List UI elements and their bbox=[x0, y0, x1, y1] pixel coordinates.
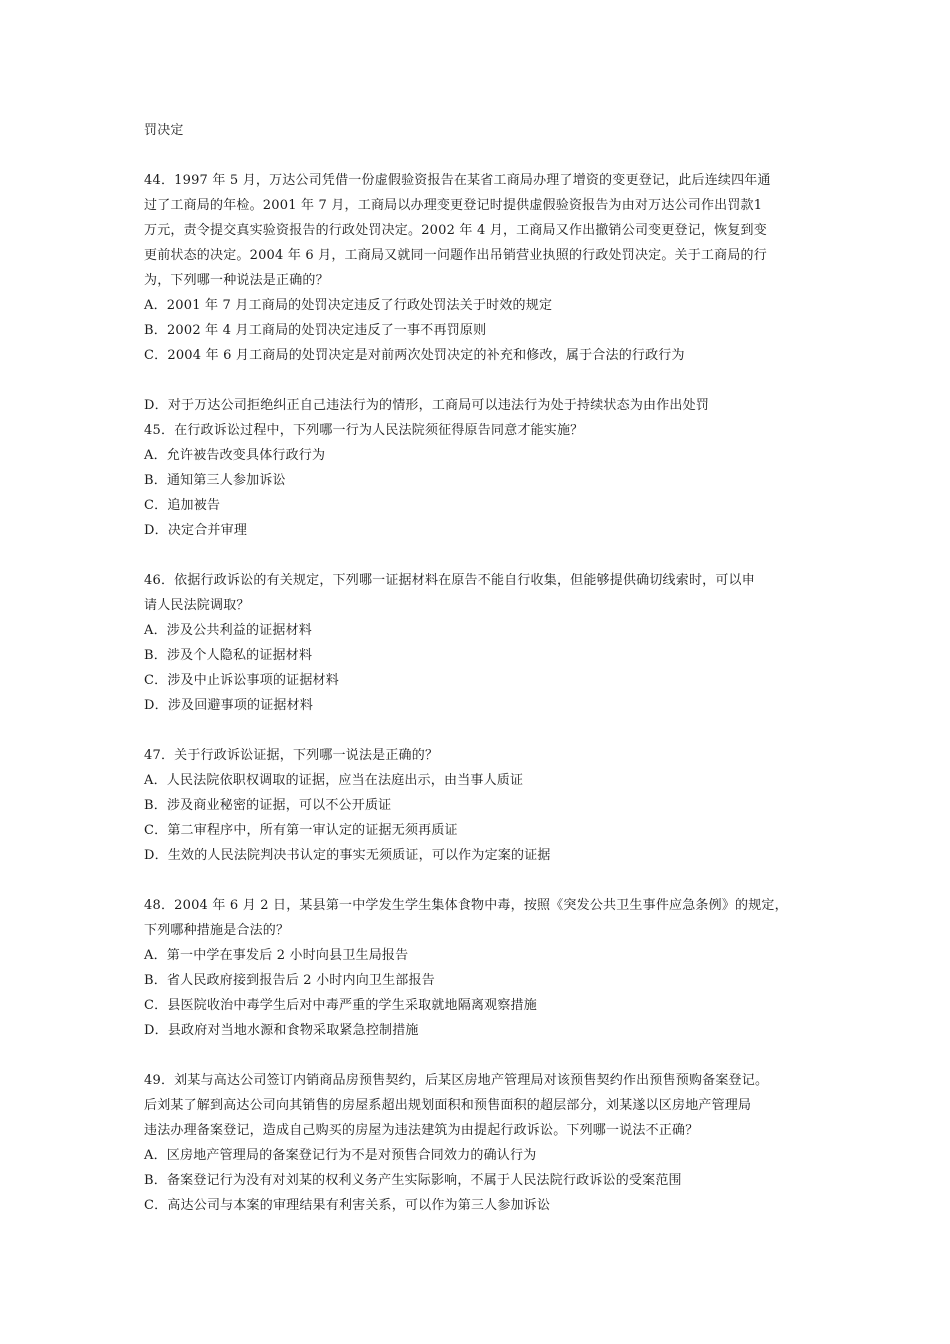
option-b: B．通知第三人参加诉讼 bbox=[144, 473, 286, 488]
option-c: C．涉及中止诉讼事项的证据材料 bbox=[144, 673, 339, 688]
question-stem-line: 违法办理备案登记，造成自己购买的房屋为违法建筑为由提起行政诉讼。下列哪一说法不正确？ bbox=[144, 1123, 699, 1138]
question-stem-line: 47．关于行政诉讼证据，下列哪一说法是正确的？ bbox=[144, 748, 439, 763]
option-a: A．区房地产管理局的备案登记行为不是对预售合同效力的确认行为 bbox=[144, 1148, 537, 1163]
option-d: D．县政府对当地水源和食物采取紧急控制措施 bbox=[144, 1023, 419, 1038]
question-stem-line: 49．刘某与高达公司签订内销商品房预售契约，后某区房地产管理局对该预售契约作出预售预购备案登记。 bbox=[144, 1073, 769, 1088]
paragraph-gap bbox=[144, 543, 816, 568]
option-a: A．第一中学在事发后 2 小时向县卫生局报告 bbox=[144, 948, 409, 963]
question-stem-line: 请人民法院调取？ bbox=[144, 598, 250, 613]
question-stem-line: 48．2004 年 6 月 2 日，某县第一中学发生学生集体食物中毒，按照《突发公共卫生事件应急条例》的规定， bbox=[144, 898, 788, 913]
question-49 bbox=[144, 1068, 816, 1218]
question-stem-line: 过了工商局的年检。2001 年 7 月，工商局以办理变更登记时提供虚假验资报告为由对万达公司作出罚款1 bbox=[144, 198, 763, 213]
paragraph-gap bbox=[144, 718, 816, 743]
option-d: D．决定合并审理 bbox=[144, 523, 248, 538]
question-stem-line: 下列哪种措施是合法的？ bbox=[144, 923, 290, 938]
question-44 bbox=[144, 168, 816, 418]
document-body bbox=[144, 118, 816, 1218]
carryover-fragment: 罚决定 bbox=[144, 123, 184, 138]
option-a: A．人民法院依职权调取的证据，应当在法庭出示，由当事人质证 bbox=[144, 773, 524, 788]
question-48 bbox=[144, 893, 816, 1043]
option-c: C．追加被告 bbox=[144, 498, 221, 513]
option-b: B．备案登记行为没有对刘某的权利义务产生实际影响，不属于人民法院行政诉讼的受案范围 bbox=[144, 1173, 682, 1188]
paragraph-gap bbox=[144, 868, 816, 893]
option-c: C．第二审程序中，所有第一审认定的证据无须再质证 bbox=[144, 823, 458, 838]
question-stem-line: 更前状态的决定。2004 年 6 月，工商局又就同一问题作出吊销营业执照的行政处罚决定。关于工商局的行 bbox=[144, 248, 767, 263]
question-stem-line: 后刘某了解到高达公司向其销售的房屋系超出规划面积和预售面积的超层部分，刘某遂以区房地产管理局 bbox=[144, 1098, 752, 1113]
option-b: B．涉及商业秘密的证据，可以不公开质证 bbox=[144, 798, 392, 813]
option-a: A．2001 年 7 月工商局的处罚决定违反了行政处罚法关于时效的规定 bbox=[144, 298, 553, 313]
option-a: A．涉及公共利益的证据材料 bbox=[144, 623, 312, 638]
option-a: A．允许被告改变具体行政行为 bbox=[144, 448, 326, 463]
question-47 bbox=[144, 743, 816, 868]
option-d: D．对于万达公司拒绝纠正自己违法行为的情形，工商局可以违法行为处于持续状态为由作出处罚 bbox=[144, 398, 710, 413]
question-stem-line: 44．1997 年 5 月，万达公司凭借一份虚假验资报告在某省工商局办理了增资的变更登记，此后连续四年通 bbox=[144, 173, 771, 188]
question-stem-line: 为，下列哪一种说法是正确的？ bbox=[144, 273, 329, 288]
option-b: B．涉及个人隐私的证据材料 bbox=[144, 648, 313, 663]
option-c: C．县医院收治中毒学生后对中毒严重的学生采取就地隔离观察措施 bbox=[144, 998, 537, 1013]
question-stem-line: 46．依据行政诉讼的有关规定，下列哪一证据材料在原告不能自行收集，但能够提供确切线索时，可以申 bbox=[144, 573, 755, 588]
question-46 bbox=[144, 568, 816, 718]
option-d: D．涉及回避事项的证据材料 bbox=[144, 698, 314, 713]
paragraph-gap bbox=[144, 143, 816, 168]
question-45 bbox=[144, 418, 816, 543]
question-stem-line: 45．在行政诉讼过程中，下列哪一行为人民法院须征得原告同意才能实施？ bbox=[144, 423, 584, 438]
question-stem-line: 万元，责令提交真实验资报告的行政处罚决定。2002 年 4 月，工商局又作出撤销公司变更登记，恢复到变 bbox=[144, 223, 767, 238]
option-b: B．省人民政府接到报告后 2 小时内向卫生部报告 bbox=[144, 973, 435, 988]
option-c: C．高达公司与本案的审理结果有利害关系，可以作为第三人参加诉讼 bbox=[144, 1198, 551, 1213]
option-d: D．生效的人民法院判决书认定的事实无须质证，可以作为定案的证据 bbox=[144, 848, 551, 863]
paragraph-gap bbox=[144, 1043, 816, 1068]
paragraph-gap bbox=[144, 368, 816, 393]
option-c: C．2004 年 6 月工商局的处罚决定是对前两次处罚决定的补充和修改，属于合法的行政行为 bbox=[144, 348, 685, 363]
option-b: B．2002 年 4 月工商局的处罚决定违反了一事不再罚原则 bbox=[144, 323, 487, 338]
